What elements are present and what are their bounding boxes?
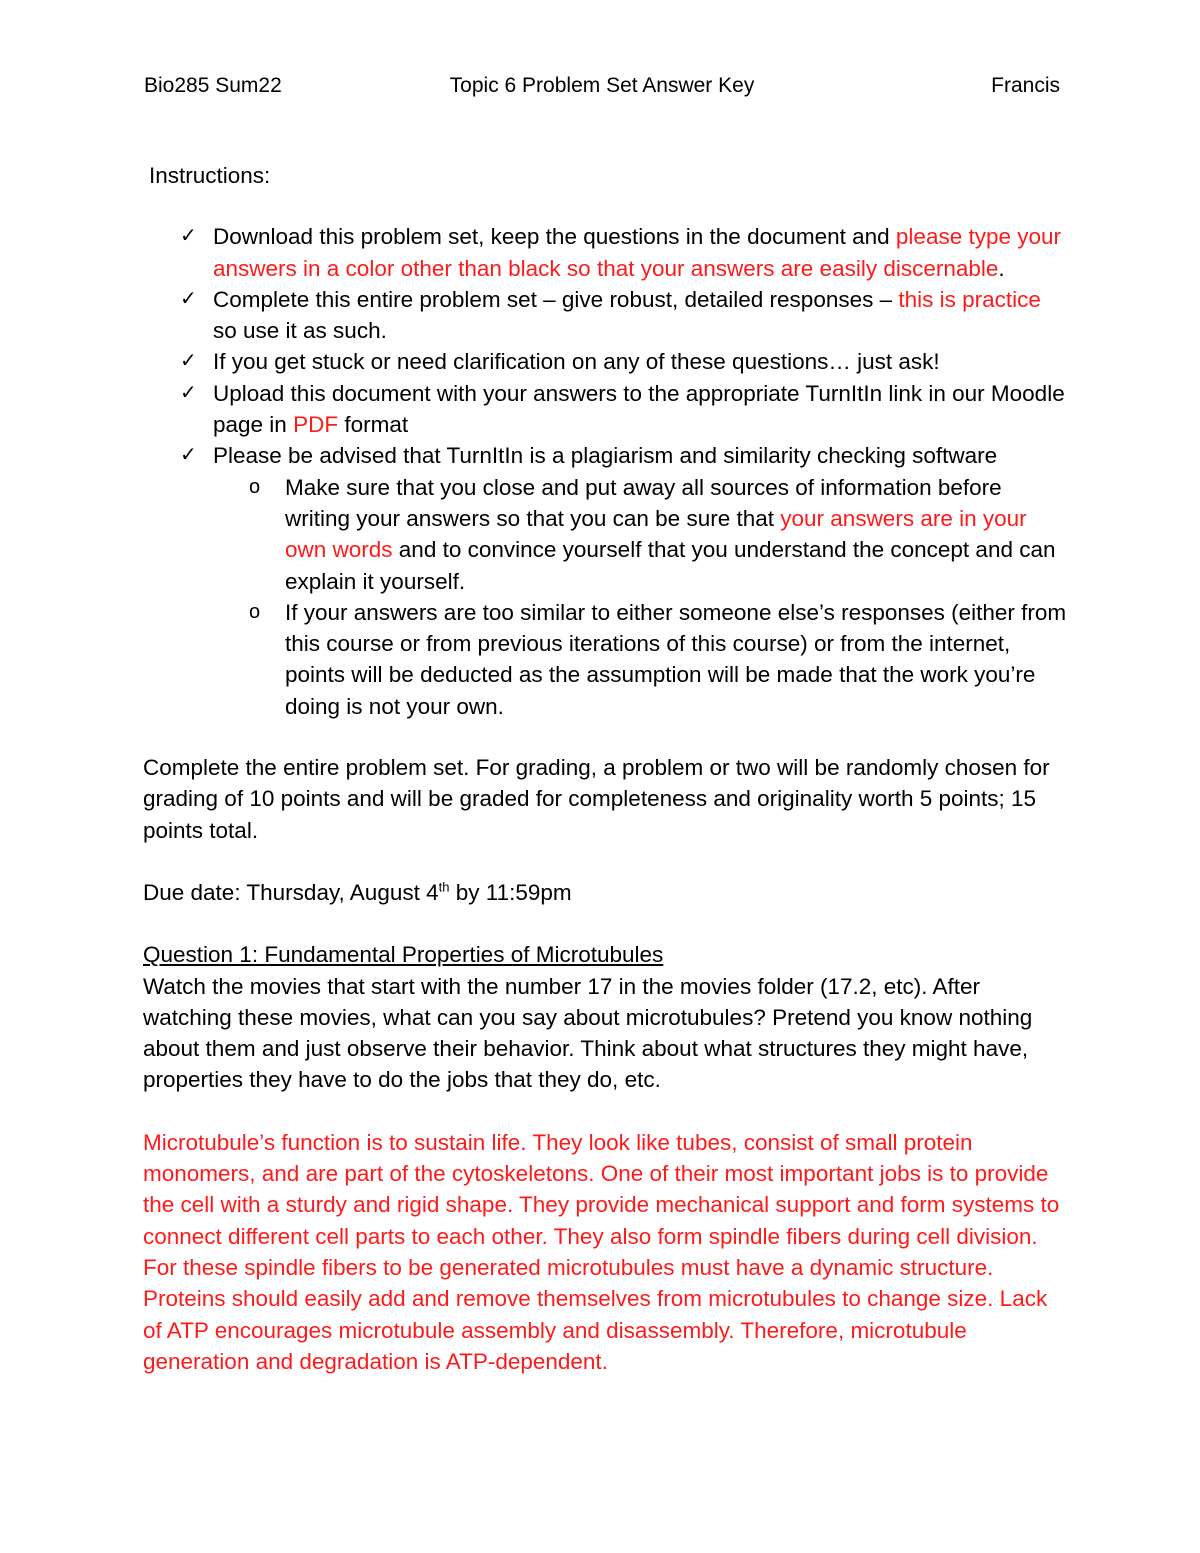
circle-bullet-icon: o — [249, 600, 261, 623]
subitem-text: and to convince yourself that you understand the concept and can explain it yourself. — [285, 537, 1056, 594]
instruction-text: If you get stuck or need clarification on any of these questions… just ask! — [213, 349, 940, 375]
instruction-text: Please be advised that TurnItIn is a plagiarism and similarity checking software — [213, 443, 998, 469]
instructions-label: Instructions: — [149, 163, 271, 188]
instruction-item — [143, 346, 1068, 377]
page-header — [144, 74, 1060, 104]
checkmark-icon: ✓ — [180, 444, 197, 467]
instruction-highlight: PDF — [293, 412, 339, 438]
checkmark-icon: ✓ — [180, 381, 197, 404]
instruction-text: format — [338, 412, 409, 438]
grading-paragraph: Complete the entire problem set. For grading, a problem or two will be randomly chosen for grading of 10 points and will be graded for completeness and originality worth 5 points; 15 points total. — [143, 755, 1050, 843]
instruction-text: Download this problem set, keep the questions in the document and — [213, 224, 896, 250]
checkmark-icon: ✓ — [180, 350, 197, 373]
subitem-text: If your answers are too similar to either someone else’s responses (either from this course or from previous iterations of this course) or from the internet, points will be deducted as the assumption will be made that the work you’re doing is not your own. — [285, 599, 1067, 719]
instruction-highlight: this is practice — [898, 286, 1041, 312]
due-date-ordinal: th — [438, 879, 450, 895]
question-prompt: Watch the movies that start with the number 17 in the movies folder (17.2, etc). After watching these movies, what can you say about microtubules? Pretend you know nothing about them and just observe their behavior. Think about what structures they might have, properties they have to do the jobs that they do, etc. — [143, 973, 1033, 1093]
checkmark-icon: ✓ — [180, 287, 197, 310]
instruction-item — [143, 378, 1068, 441]
question-title: Question 1: Fundamental Properties of Microtubules — [143, 942, 664, 968]
header-title: Topic 6 Problem Set Answer Key — [449, 74, 755, 97]
instruction-text: Upload this document with your answers to the appropriate TurnItIn link in our Moodle page in — [213, 380, 1065, 438]
instruction-item — [143, 440, 1068, 722]
due-date-time: by 11:59pm — [449, 879, 572, 905]
instruction-text: Complete this entire problem set – give robust, detailed responses – — [213, 286, 899, 312]
instructions-list — [143, 221, 1068, 722]
instruction-sublist — [213, 472, 1068, 722]
due-date-text: Due date: Thursday, August 4 — [143, 879, 439, 905]
due-date — [143, 877, 1068, 908]
subitem-text: Make sure that you close and put away all sources of information before writing your answers so that you can be sure that — [285, 474, 1002, 531]
instruction-subitem — [213, 597, 1068, 722]
document-body — [143, 160, 1068, 1377]
checkmark-icon: ✓ — [180, 225, 197, 248]
instruction-subitem — [213, 472, 1068, 597]
header-course: Bio285 Sum22 — [144, 74, 282, 97]
instruction-item — [143, 284, 1068, 347]
instruction-text: . — [998, 255, 1005, 281]
instruction-item — [143, 221, 1068, 284]
answer-paragraph: Microtubule’s function is to sustain life. They look like tubes, consist of small protein monomers, and are part of the cytoskeletons. One of their most important jobs is to provide the cell with a sturdy and rigid shape. They provide mechanical support and form systems to connect different cell parts to each other. They also form spindle fibers during cell division. For these spindle fibers to be generated microtubules must have a dynamic structure. Proteins should easily add and remove themselves from microtubules to change size. Lack of ATP encourages microtubule assembly and disassembly. Therefore, microtubule generation and degradation is ATP-dependent. — [143, 1129, 1060, 1374]
instruction-text: so use it as such. — [213, 318, 387, 344]
header-author: Francis — [991, 74, 1060, 97]
circle-bullet-icon: o — [249, 475, 261, 498]
instruction-highlight: please type your answers in a color other than black so that your answers are easily discernable — [213, 224, 1062, 281]
subitem-highlight: your answers are in your own words — [285, 505, 1027, 563]
